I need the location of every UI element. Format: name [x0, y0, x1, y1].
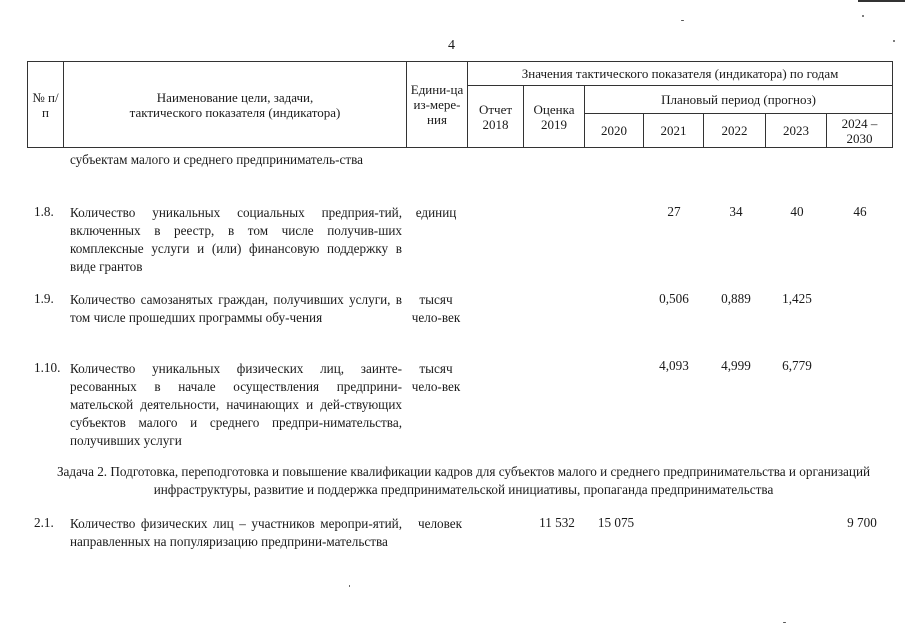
- header-num: № п/п: [28, 62, 64, 148]
- header-year-2024-2030: 2024 – 2030: [827, 114, 893, 148]
- row-unit: тысяч чело-век: [411, 292, 461, 325]
- row-unit: единиц: [415, 205, 457, 220]
- row-number: 1.9.: [34, 291, 54, 306]
- value-2022: 0,889: [721, 291, 751, 306]
- header-report-2018: Отчет 2018: [468, 86, 524, 148]
- header-values-title: Значения тактического показателя (индикатора) по годам: [468, 62, 893, 86]
- value-2023: 1,425: [782, 291, 812, 306]
- value-2023: 40: [790, 204, 804, 219]
- header-year-2023: 2023: [766, 114, 827, 148]
- header-plan-title: Плановый период (прогноз): [585, 86, 893, 114]
- row-unit: человек: [417, 516, 463, 531]
- value-2018: 11 532: [539, 515, 575, 530]
- row-number: 1.8.: [34, 204, 54, 219]
- scan-speck: [893, 40, 895, 42]
- continuation-text: субъектам малого и среднего предприниматель-ства: [70, 152, 364, 167]
- page-number: 4: [448, 38, 455, 53]
- value-2021: 27: [667, 204, 681, 219]
- value-2022: 34: [729, 204, 743, 219]
- header-unit: Едини-ца из-мере-ния: [407, 62, 468, 148]
- value-2023: 6,779: [782, 358, 812, 373]
- table-header: [27, 61, 893, 148]
- row-name: Количество физических лиц – участников меропри-ятий, направленных на популяризацию предприни-мательства: [70, 516, 402, 549]
- row-number: 1.10.: [34, 360, 61, 375]
- value-2019: 15 075: [597, 515, 635, 530]
- row-name: Количество уникальных физических лиц, заинте-ресованных в начале осуществления предприни-мательской деятельности, начинающих и дей-ствующих субъектов малого и среднего предпри-нимательства, получивших услуги: [70, 361, 402, 448]
- row-number: 2.1.: [34, 515, 54, 530]
- row-name: Количество самозанятых граждан, получивших услуги, в том числе прошедших программы обу-чения: [70, 292, 402, 325]
- top-edge-line: [858, 0, 905, 2]
- row-unit: тысяч чело-век: [411, 361, 461, 394]
- scan-speck: [681, 20, 684, 21]
- value-2021: 4,093: [659, 358, 689, 373]
- header-year-2020: 2020: [585, 114, 644, 148]
- scan-speck: [862, 15, 864, 17]
- header-estimate-2019: Оценка 2019: [524, 86, 585, 148]
- scan-speck: [783, 622, 786, 623]
- task-2-heading: Задача 2. Подготовка, переподготовка и повышение квалификации кадров для субъектов малого и среднего предпринимательства и организаций инфраструктуры, развитие и поддержка предпринимательской инициативы, пропаганда предпринимательства: [56, 464, 871, 497]
- row-name: Количество уникальных социальных предприя-тий, включенных в реестр, в том числе получив-ших комплексные услуги и (или) финансовую поддержку в виде грантов: [70, 205, 402, 274]
- value-2024-2030: 9 700: [847, 515, 877, 530]
- value-2024-2030: 46: [853, 204, 867, 219]
- header-year-2022: 2022: [704, 114, 766, 148]
- header-year-2021: 2021: [644, 114, 704, 148]
- scan-speck: [349, 585, 350, 587]
- value-2021: 0,506: [659, 291, 689, 306]
- value-2022: 4,999: [721, 358, 751, 373]
- header-name: Наименование цели, задачи, тактического показателя (индикатора): [64, 62, 407, 148]
